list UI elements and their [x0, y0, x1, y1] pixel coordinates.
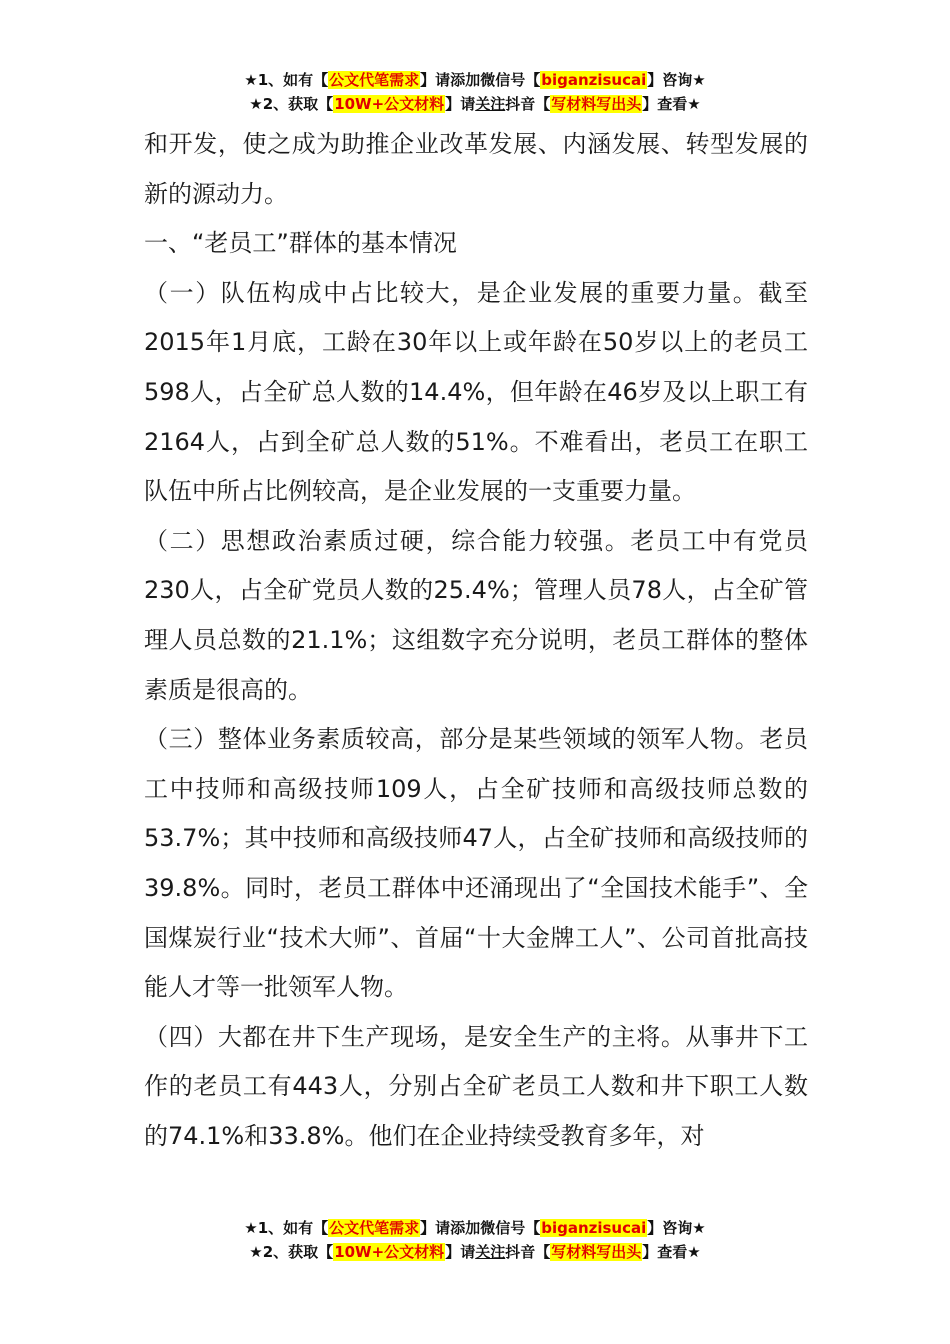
highlight-douyin-account: 写材料写出头 — [551, 95, 642, 113]
footer-banner-line-2: ★2、获取【10W+公文材料】请关注抖音【写材料写出头】查看★ — [249, 1243, 701, 1261]
paragraph-3: （三）整体业务素质较高，部分是某些领域的领军人物。老员工中技师和高级技师109人，占全矿技师和高级技师总数的53.7%；其中技师和高级技师47人，占全矿技师和高级技师的39.8%。同时，老员工群体中还涌现出了“全国技术能手”、全国煤炭行业“技术大师”、首届“十大金牌工人”、公司首批高技能人才等一批领军人物。 — [144, 725, 808, 1002]
paragraph-4: （四）大都在井下生产现场，是安全生产的主将。从事井下工作的老员工有443人，分别占全矿老员工人数和井下职工人数的74.1%和33.8%。他们在企业持续受教育多年，对 — [144, 1022, 808, 1150]
footer-highlight-service: 公文代笔需求 — [329, 1219, 420, 1237]
document-body — [144, 120, 808, 1161]
footer-banner — [0, 1216, 950, 1264]
paragraph-intro: 和开发，使之成为助推企业改革发展、内涵发展、转型发展的新的源动力。 — [144, 130, 808, 208]
footer-highlight-wechat-id: biganzisucai — [541, 1219, 647, 1237]
footer-highlight-douyin-account: 写材料写出头 — [551, 1243, 642, 1261]
highlight-materials: 10W+公文材料 — [334, 95, 445, 113]
footer-banner-line-1: ★1、如有【公文代笔需求】请添加微信号【biganzisucai】咨询★ — [244, 1219, 706, 1237]
paragraph-2: （二）思想政治素质过硬，综合能力较强。老员工中有党员230人，占全矿党员人数的25.4%；管理人员78人，占全矿管理人员总数的21.1%；这组数字充分说明，老员工群体的整体素质是很高的。 — [144, 526, 808, 704]
section-heading: 一、“老员工”群体的基本情况 — [144, 229, 457, 258]
highlight-wechat-id: biganzisucai — [541, 71, 647, 89]
banner-line-1: ★1、如有【公文代笔需求】请添加微信号【biganzisucai】咨询★ — [244, 71, 706, 89]
highlight-service: 公文代笔需求 — [329, 71, 420, 89]
banner-line-2: ★2、获取【10W+公文材料】请关注抖音【写材料写出头】查看★ — [249, 95, 701, 113]
footer-highlight-materials: 10W+公文材料 — [334, 1243, 445, 1261]
header-banner — [0, 68, 950, 116]
paragraph-1: （一）队伍构成中占比较大，是企业发展的重要力量。截至2015年1月底，工龄在30年以上或年龄在50岁以上的老员工598人，占全矿总人数的14.4%，但年龄在46岁及以上职工有2164人，占到全矿总人数的51%。不难看出，老员工在职工队伍中所占比例较高，是企业发展的一支重要力量。 — [144, 278, 808, 506]
